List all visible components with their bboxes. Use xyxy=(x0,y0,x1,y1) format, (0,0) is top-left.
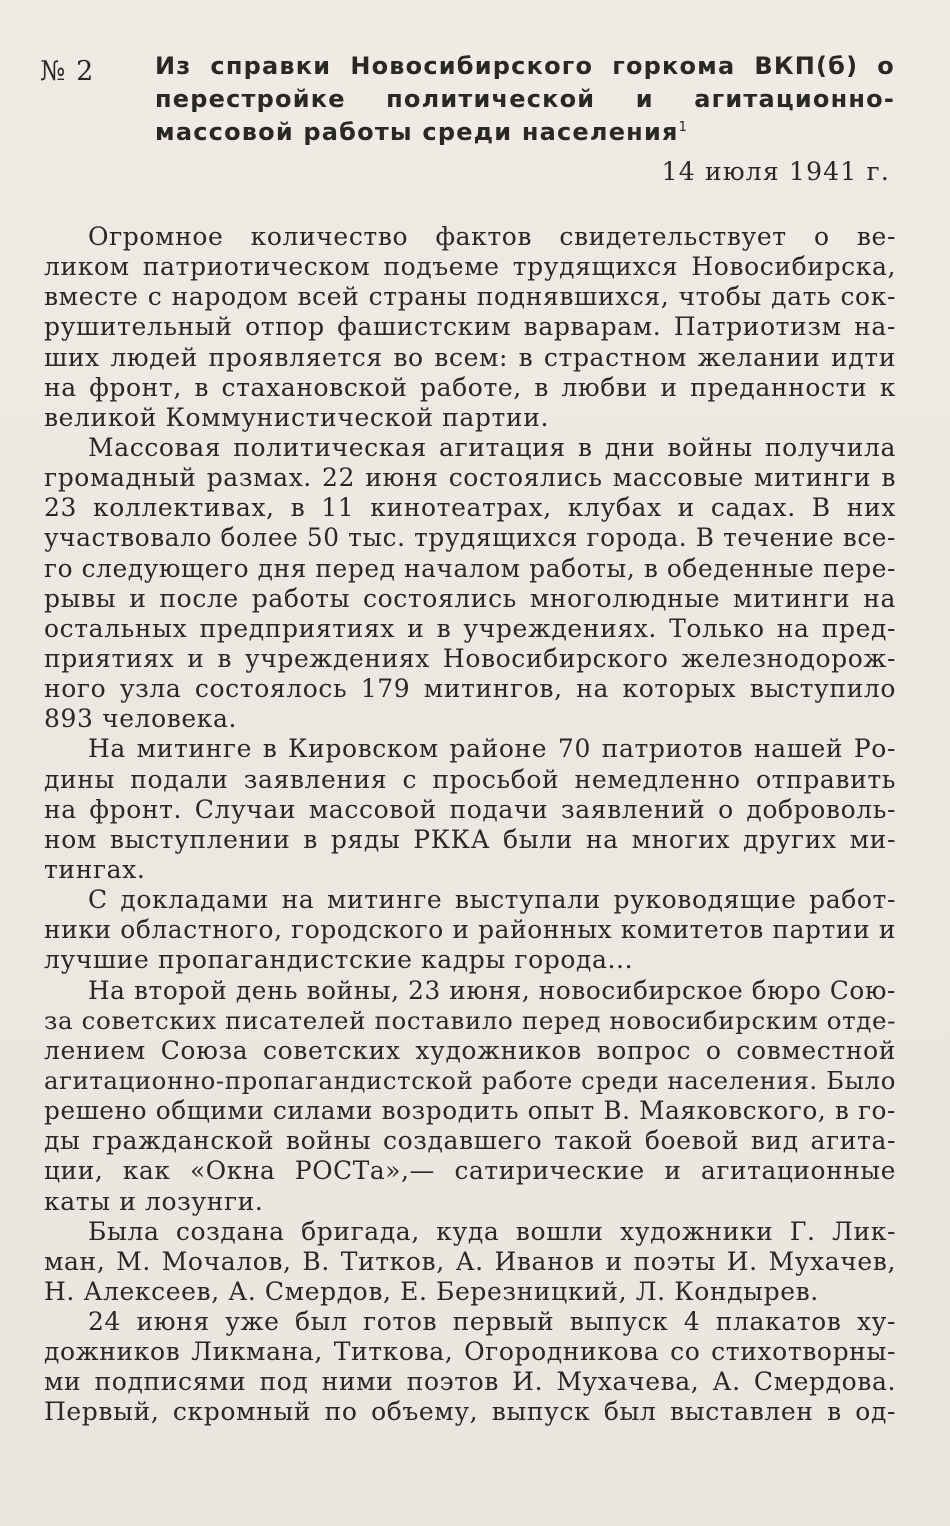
text-line: 23 коллективах, в 11 кинотеатрах, клубах и садах. В них xyxy=(44,493,896,523)
text-line: Н. Алексеев, А. Смердов, Е. Березницкий, Л. Кондырев. xyxy=(44,1276,819,1306)
text-line: громадный размах. 22 июня состоялись массовые митинги в xyxy=(44,463,896,493)
text-line: ших людей проявляется во всем: в страстном желании идти xyxy=(44,342,896,372)
text-line: каты и лозунги. xyxy=(44,1186,264,1216)
document-number: № 2 xyxy=(40,56,95,87)
text-line: на фронт, в стахановской работе, в любви и преданности к xyxy=(44,372,896,402)
text-line: Огромное количество фактов свидетельствует о ве- xyxy=(88,222,896,251)
document-title-text: Из справки Новосибирского горкома ВКП(б) о перестройке политической и агитационно-массовой работы среди населения xyxy=(155,52,895,146)
document-date: 14 июля 1941 г. xyxy=(661,157,890,186)
text-line: на фронт. Случаи массовой подачи заявлений о доброволь- xyxy=(44,794,896,824)
text-line: решено общими силами возродить опыт В. Маяковского, в го- xyxy=(44,1096,896,1126)
document-title xyxy=(155,50,895,149)
text-line: лением Союза советских художников вопрос о совместной xyxy=(44,1035,896,1065)
text-line: ми подписями под ними поэтов И. Мухачева, А. Смердова. xyxy=(44,1367,896,1397)
text-line: за советских писателей поставило перед новосибирским отде- xyxy=(44,1005,896,1035)
text-line: лучшие пропагандистские кадры города... xyxy=(44,945,634,975)
text-line: ды гражданской войны создавшего такой боевой вид агита- xyxy=(44,1126,896,1156)
document-body xyxy=(44,222,896,1428)
text-line: рушительный отпор фашистским варварам. Патриотизм на- xyxy=(44,312,896,342)
text-line: ного узла состоялось 179 митингов, на которых выступило xyxy=(44,674,896,704)
text-line: ман, М. Мочалов, В. Титков, А. Иванов и поэты И. Мухачев, xyxy=(44,1246,896,1276)
text-line: агитационно-пропагандистской работе среди населения. Было xyxy=(44,1065,896,1095)
text-line: 24 июня уже был готов первый выпуск 4 плакатов ху- xyxy=(88,1307,896,1337)
text-line: Была создана бригада, куда вошли художники Г. Лик- xyxy=(88,1216,896,1246)
text-line: С докладами на митинге выступали руководящие работ- xyxy=(88,885,896,915)
text-line: ники областного, городского и районных комитетов партии и xyxy=(44,915,896,945)
text-line: ликом патриотическом подъеме трудящихся Новосибирска, xyxy=(44,252,896,282)
text-line: Массовая политическая агитация в дни войны получила xyxy=(88,432,896,462)
text-line: вместе с народом всей страны поднявшихся, чтобы дать сок- xyxy=(44,282,896,312)
text-line: ном выступлении в ряды РККА были на многих других ми- xyxy=(44,824,896,854)
text-line: приятиях и в учреждениях Новосибирского железнодорож- xyxy=(44,643,896,673)
text-line: На митинге в Кировском районе 70 патриотов нашей Ро- xyxy=(88,734,896,764)
text-line: участвовало более 50 тыс. трудящихся города. В течение все- xyxy=(44,523,896,553)
text-line: великой Коммунистической партии. xyxy=(44,402,550,432)
text-line: тингах. xyxy=(44,854,146,884)
text-line: рывы и после работы состоялись многолюдные митинги на xyxy=(44,583,896,613)
text-line: го следующего дня перед началом работы, в обеденные пере- xyxy=(44,553,896,583)
text-line: На второй день войны, 23 июня, новосибирское бюро Сою- xyxy=(88,975,896,1005)
text-line: 893 человека. xyxy=(44,704,238,734)
footnote-mark: 1 xyxy=(678,120,689,135)
text-line: дины подали заявления с просьбой немедленно отправить xyxy=(44,764,896,794)
text-line: ции, как «Окна РОСТа»,— сатирические и агитационные xyxy=(44,1156,896,1186)
text-line: остальных предприятиях и в учреждениях. Только на пред- xyxy=(44,613,896,643)
text-line: дожников Ликмана, Титкова, Огородникова со стихотворны- xyxy=(44,1337,896,1367)
text-line: Первый, скромный по объему, выпуск был выставлен в од- xyxy=(44,1397,896,1427)
